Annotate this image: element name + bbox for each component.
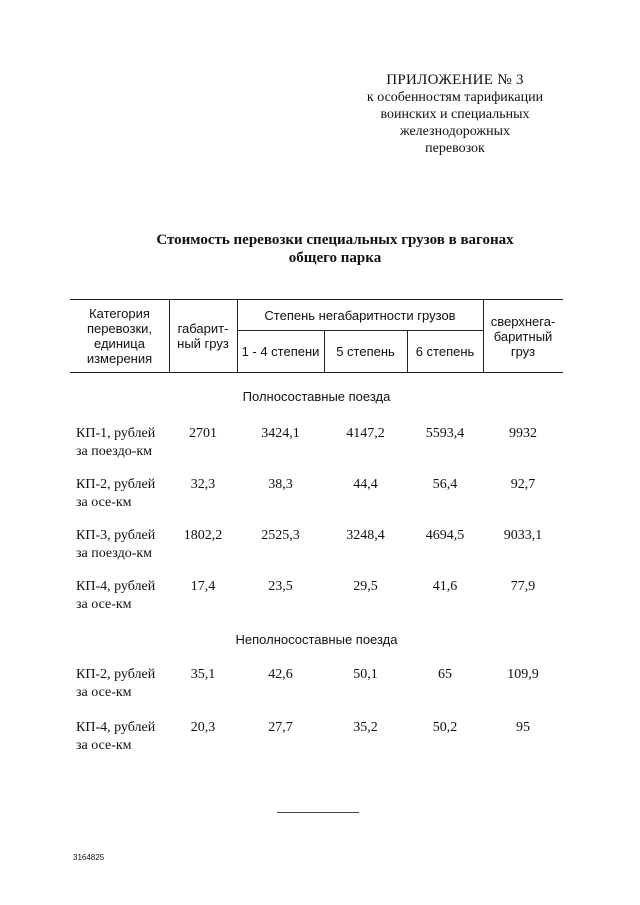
value-super: 95 xyxy=(516,720,530,735)
section-title: Неполносоставные поезда xyxy=(235,632,398,647)
header-category: Категория перевозки, единица измерения xyxy=(86,306,153,366)
table-row xyxy=(70,578,563,618)
table-header xyxy=(70,299,563,373)
header-super: сверхнега- баритный груз xyxy=(490,313,556,359)
category-line: за осе-км xyxy=(76,597,132,612)
category-line: за поездо-км xyxy=(76,546,153,561)
appendix-heading xyxy=(330,72,580,157)
category-line: КП-2, рублей xyxy=(76,667,156,682)
table-row xyxy=(70,527,563,567)
value-super: 92,7 xyxy=(510,477,536,492)
value-degree-5: 3248,4 xyxy=(346,528,385,543)
value-gabarit: 32,3 xyxy=(190,477,216,492)
value-gabarit: 2701 xyxy=(189,426,217,441)
value-gabarit: 1802,2 xyxy=(183,528,223,543)
appendix-line: к особенностям тарификации xyxy=(366,90,544,105)
value-degree-5: 29,5 xyxy=(353,579,378,594)
value-degree-6: 5593,4 xyxy=(425,426,465,441)
value-degree-1-4: 27,7 xyxy=(268,720,293,735)
row-category xyxy=(76,476,171,512)
value-super: 109,9 xyxy=(507,667,539,682)
value-degree-5: 44,4 xyxy=(353,477,378,492)
category-line: за поездо-км xyxy=(76,444,153,459)
category-line: КП-4, рублей xyxy=(76,720,156,735)
end-divider xyxy=(277,812,359,813)
appendix-line: перевозок xyxy=(425,141,485,156)
row-category xyxy=(76,719,171,755)
header-degree-6: 6 степень xyxy=(415,343,475,359)
value-super: 77,9 xyxy=(510,579,536,594)
value-degree-6: 41,6 xyxy=(432,579,458,594)
value-degree-6: 50,2 xyxy=(432,720,458,735)
header-degree-group: Степень негабаритности грузов xyxy=(264,307,456,323)
table-row xyxy=(70,425,563,465)
value-degree-5: 35,2 xyxy=(353,720,378,735)
value-degree-1-4: 3424,1 xyxy=(261,426,300,441)
value-degree-6: 65 xyxy=(438,667,452,682)
value-degree-1-4: 2525,3 xyxy=(261,528,300,543)
value-gabarit: 20,3 xyxy=(190,720,216,735)
value-degree-5: 4147,2 xyxy=(346,426,385,441)
header-gabarit: габарит- ный груз xyxy=(177,321,229,351)
appendix-line: железнодорожных xyxy=(399,124,511,139)
row-category xyxy=(76,527,171,563)
header-degree-1-4: 1 - 4 степени xyxy=(241,343,320,359)
value-gabarit: 35,1 xyxy=(190,667,216,682)
table-row xyxy=(70,666,563,706)
tariff-table xyxy=(70,299,563,373)
value-super: 9932 xyxy=(509,426,537,441)
title-line-2: общего парка xyxy=(288,250,382,266)
appendix-number: ПРИЛОЖЕНИЕ № 3 xyxy=(386,72,524,88)
category-line: за осе-км xyxy=(76,495,132,510)
title-line-1: Стоимость перевозки специальных грузов в вагонах xyxy=(156,232,514,248)
value-degree-6: 56,4 xyxy=(432,477,458,492)
value-gabarit: 17,4 xyxy=(190,579,216,594)
table-row xyxy=(70,476,563,516)
row-category xyxy=(76,666,171,702)
document-title xyxy=(120,231,550,267)
category-line: КП-4, рублей xyxy=(76,579,156,594)
table-row xyxy=(70,719,563,759)
value-super: 9033,1 xyxy=(503,528,543,543)
header-degree-5: 5 степень xyxy=(336,343,395,359)
value-degree-1-4: 42,6 xyxy=(268,667,293,682)
value-degree-1-4: 38,3 xyxy=(268,477,293,492)
document-number: 3164825 xyxy=(73,853,105,862)
category-line: КП-1, рублей xyxy=(76,426,156,441)
category-line: КП-3, рублей xyxy=(76,528,156,543)
row-category xyxy=(76,425,171,461)
value-degree-6: 4694,5 xyxy=(425,528,465,543)
category-line: за осе-км xyxy=(76,738,132,753)
category-line: за осе-км xyxy=(76,685,132,700)
value-degree-5: 50,1 xyxy=(353,667,378,682)
row-category xyxy=(76,578,171,614)
category-line: КП-2, рублей xyxy=(76,477,156,492)
section-title: Полносоставные поезда xyxy=(242,389,391,404)
appendix-line: воинских и специальных xyxy=(380,107,530,122)
value-degree-1-4: 23,5 xyxy=(268,579,293,594)
